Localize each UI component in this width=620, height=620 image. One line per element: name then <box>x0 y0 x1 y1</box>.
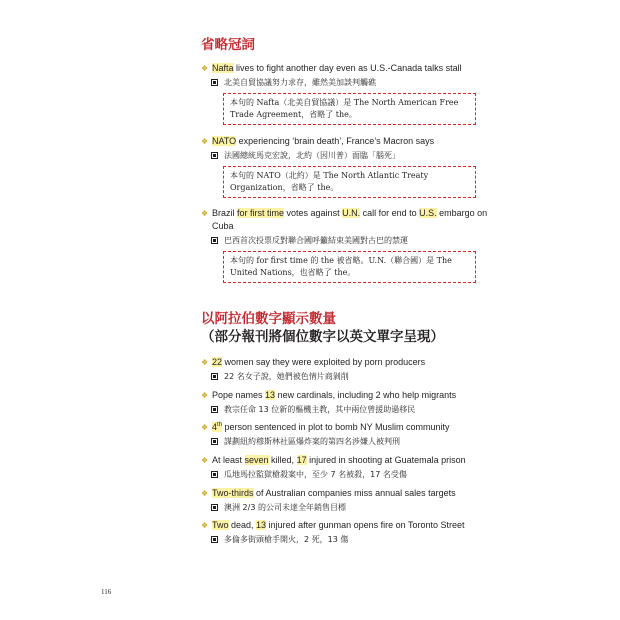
chinese-translation: 澳洲 2/3 的公司未達全年銷售目標 <box>201 502 491 514</box>
translation-square-icon <box>211 438 218 445</box>
headline-entry <box>201 356 491 383</box>
translation-square-icon <box>211 536 218 543</box>
note-box: 本句的 for first time 的 the 被省略。U.N.（聯合國）是 The United Nations，也省略了 the。 <box>223 251 476 283</box>
headline-text: ❖ 4th person sentenced in plot to bomb NY Muslim community <box>201 422 450 432</box>
translation-square-icon <box>211 373 218 380</box>
headline-entry <box>201 62 491 125</box>
headline-text: ❖ NATO experiencing ‘brain death’, France’s Macron says <box>201 136 435 146</box>
note-box: 本句的 NATO（北約）是 The North Atlantic Treaty Organization，省略了 the。 <box>223 166 476 198</box>
headline-entry <box>201 135 491 198</box>
diamond-bullet-icon: ❖ <box>201 456 209 465</box>
headline-text: ❖ 22 women say they were exploited by porn producers <box>201 357 426 367</box>
chinese-translation: 教宗任命 13 位新的樞機主教，其中兩位曾援助過移民 <box>201 404 491 416</box>
diamond-bullet-icon: ❖ <box>201 489 209 498</box>
headline-entry <box>201 519 491 546</box>
headline-text: ❖ At least seven killed, 17 injured in shooting at Guatemala prison <box>201 455 466 465</box>
chinese-translation: 22 名女子說，她們被色情片商剝削 <box>201 371 491 383</box>
diamond-bullet-icon: ❖ <box>201 391 209 400</box>
translation-square-icon <box>211 406 218 413</box>
headline-entry <box>201 454 491 481</box>
headline-entry <box>201 389 491 416</box>
page-number: 116 <box>101 588 112 596</box>
diamond-bullet-icon: ❖ <box>201 358 209 367</box>
diamond-bullet-icon: ❖ <box>201 209 209 218</box>
headline-text: ❖ Two-thirds of Australian companies miss annual sales targets <box>201 488 456 498</box>
diamond-bullet-icon: ❖ <box>201 521 209 530</box>
translation-square-icon <box>211 504 218 511</box>
headline-entry <box>201 421 491 448</box>
translation-square-icon <box>211 79 218 86</box>
section-title-omit-articles: 省略冠詞 <box>201 37 255 53</box>
diamond-bullet-icon: ❖ <box>201 137 209 146</box>
diamond-bullet-icon: ❖ <box>201 64 209 73</box>
section-title-arabic-numerals: 以阿拉伯數字顯示數量 <box>201 311 336 327</box>
chinese-translation: 巴西首次投票反對聯合國呼籲結束美國對古巴的禁運 <box>201 235 491 247</box>
diamond-bullet-icon: ❖ <box>201 423 209 432</box>
headline-text: ❖ Pope names 13 new cardinals, including 2 who help migrants <box>201 390 457 400</box>
chinese-translation: 北美自貿協議努力求存，雖然美加談判觸礁 <box>201 77 491 89</box>
translation-square-icon <box>211 471 218 478</box>
translation-square-icon <box>211 152 218 159</box>
chinese-translation: 法國總統馬克宏說，北約（因川普）面臨「腦死」 <box>201 150 491 162</box>
headline-text: ❖ Brazil for first time votes against U.N. call for end to U.S. embargo on Cuba <box>201 208 488 231</box>
note-box: 本句的 Nafta（北美自貿協議）是 The North American Free Trade Agreement，省略了 the。 <box>223 93 476 125</box>
headline-entry <box>201 487 491 514</box>
chinese-translation: 謀劃紐約穆斯林社區爆炸案的第四名涉嫌人被判刑 <box>201 436 491 448</box>
headline-text: ❖ Two dead, 13 injured after gunman opens fire on Toronto Street <box>201 520 465 530</box>
headline-text: ❖ Nafta lives to fight another day even as U.S.-Canada talks stall <box>201 63 462 73</box>
section-subtitle: （部分報刊將個位數字以英文單字呈現） <box>201 329 444 345</box>
chinese-translation: 多倫多街頭槍手開火，2 死，13 傷 <box>201 534 491 546</box>
translation-square-icon <box>211 237 218 244</box>
headline-entry <box>201 207 491 283</box>
chinese-translation: 瓜地馬拉監獄槍殺案中，至少 7 名被殺，17 名受傷 <box>201 469 491 481</box>
